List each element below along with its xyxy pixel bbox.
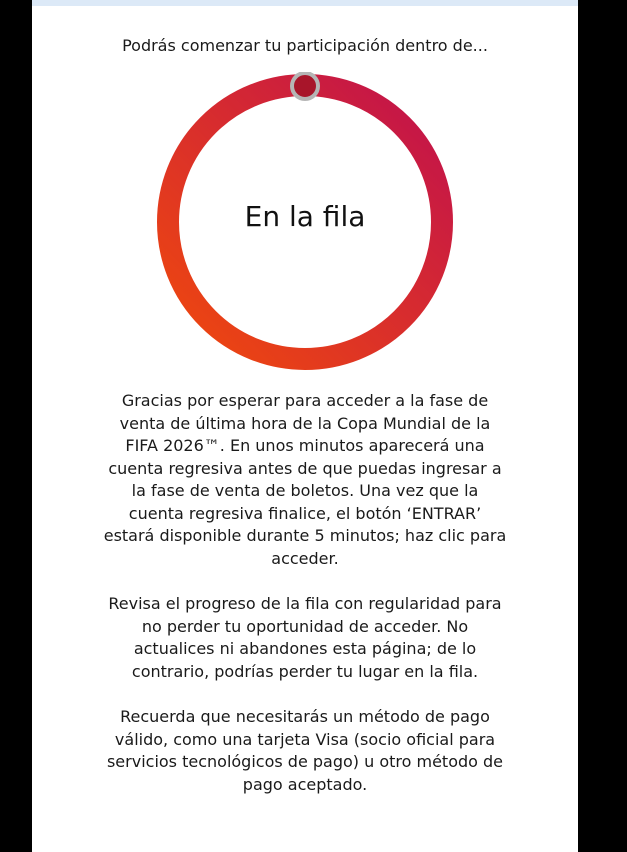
info-paragraph-progress: Revisa el progreso de la fila con regularidad para no perder tu oportunidad de acceder. No actualices ni abandones esta página; de lo contrario, podrías perder tu lugar en la fila. [108,594,502,681]
info-paragraph-payment: Recuerda que necesitarás un método de pago válido, como una tarjeta Visa (socio oficial para servicios tecnológicos de pago) u otro método de pago aceptado. [106,707,504,794]
ring-progress-marker [292,73,318,99]
info-paragraph-waiting: Gracias por esperar para acceder a la fase de venta de última hora de la Copa Mundial de la FIFA 2026™. En unos minutos aparecerá una cuenta regresiva antes de que puedas ingresar a la fase de venta de boletos. Una vez que la cuenta regresiva finalice, el botón ‘ENTRAR’ estará disponible durante 5 minutos; haz clic para acceder. [103,391,507,568]
queue-status-label: En la fila [244,200,366,233]
queue-progress-ring [155,72,455,372]
queue-page [32,0,578,852]
top-bar [32,0,578,6]
queue-heading: Podrás comenzar tu participación dentro de... [122,36,488,55]
